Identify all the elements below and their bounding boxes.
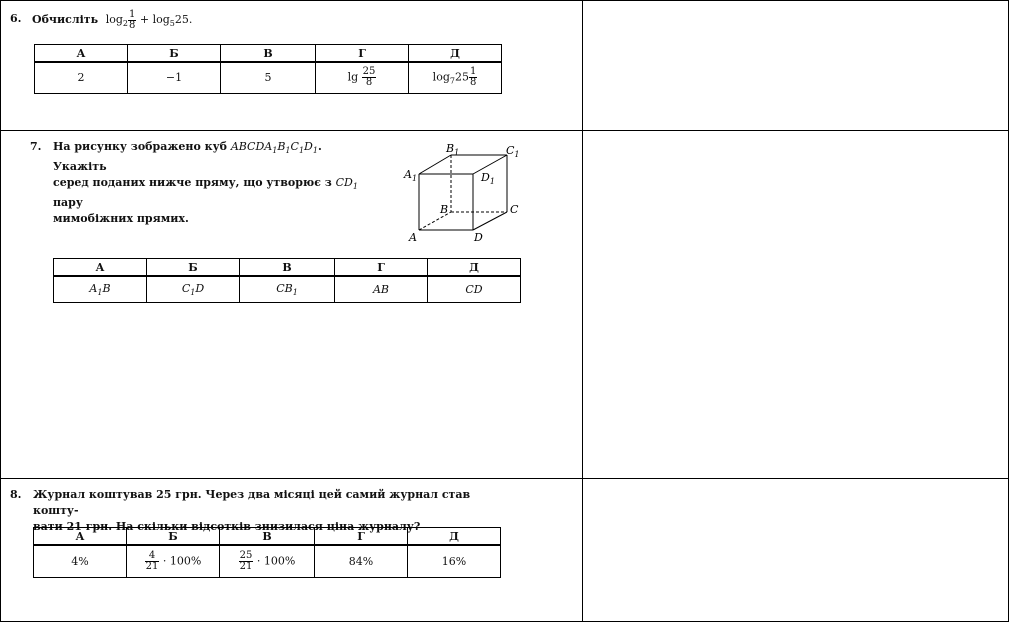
- option-c: $CB_1$: [240, 276, 335, 302]
- option-header-c: В: [240, 259, 335, 277]
- log-argument: 25.: [174, 13, 193, 26]
- vertex-label-d: D: [474, 231, 483, 244]
- option-header-c: В: [221, 45, 316, 63]
- option-header-b: Б: [147, 259, 240, 277]
- question-number: 6.: [10, 12, 22, 25]
- vertex-label-c: C: [510, 203, 519, 216]
- question-7-line-1: [53, 139, 375, 175]
- option-header-d: Г: [316, 45, 409, 63]
- denominator: 21: [145, 560, 159, 572]
- log-base: 2: [122, 19, 128, 29]
- denominator: 8: [365, 77, 373, 89]
- answer-7-cell[interactable]: [582, 130, 1009, 479]
- option-header-e: Д: [409, 45, 502, 63]
- denominator: 21: [239, 560, 253, 572]
- log-base: 7: [449, 76, 455, 86]
- option-a: 4%: [34, 545, 127, 577]
- log-fn: log: [105, 13, 123, 26]
- cube-diagram: [400, 140, 525, 248]
- vertex-label-d1: $D_1$: [481, 171, 495, 186]
- option-e: CD: [428, 276, 521, 302]
- edge-a1b1: [419, 155, 451, 174]
- lg-fn: lg: [347, 70, 359, 84]
- fraction: [145, 551, 160, 572]
- question-8-line-1: Журнал коштував 25 грн. Через два місяці цей самий журнал став кошту-: [33, 488, 471, 517]
- question-7-line-2: [53, 175, 375, 211]
- whole-part: 25: [454, 70, 469, 84]
- denominator: 8: [129, 19, 136, 31]
- option-b: $C_1D$: [147, 276, 240, 302]
- fraction: [469, 67, 477, 88]
- line-text: . Укажіть: [53, 140, 322, 174]
- fraction: [239, 551, 254, 572]
- numerator: 1: [129, 8, 136, 20]
- option-c: 5: [221, 62, 316, 93]
- answer-table-7: [53, 258, 521, 303]
- option-d: 84%: [315, 545, 408, 577]
- denominator: 8: [469, 77, 477, 89]
- numerator: 4: [145, 551, 160, 562]
- line-text: пару: [53, 196, 83, 210]
- question-number: 8.: [10, 488, 22, 501]
- line-text: На рисунку зображено куб: [53, 140, 227, 153]
- numerator: 1: [469, 66, 477, 78]
- edge-d1c1: [473, 155, 507, 174]
- option-c: [220, 545, 315, 577]
- option-header-d: Г: [315, 528, 408, 546]
- option-header-b: Б: [127, 528, 220, 546]
- edge-dc: [473, 212, 507, 230]
- question-7-line-3: мимобіжних прямих.: [53, 212, 189, 226]
- option-header-a: А: [54, 259, 147, 277]
- question-number: 7.: [30, 140, 42, 153]
- option-header-a: А: [34, 528, 127, 546]
- option-d: AB: [335, 276, 428, 302]
- numerator: 25: [239, 549, 253, 561]
- log-base: 5: [169, 19, 175, 29]
- log-fn: log: [432, 70, 450, 84]
- vertex-label-c1: $C_1$: [506, 144, 520, 159]
- answer-table-8: [33, 527, 501, 578]
- multiplier: · 100%: [256, 554, 296, 568]
- vertex-label-b: B: [440, 203, 449, 216]
- cube-name: $ABCDA_1B_1C_1D_1$: [230, 140, 318, 156]
- vertex-label-b1: $B_1$: [446, 142, 460, 157]
- fraction: [362, 67, 377, 88]
- math-expression: [105, 8, 193, 31]
- plus-sign: +: [139, 13, 150, 26]
- answer-6-cell[interactable]: [582, 0, 1009, 131]
- prompt-text: Обчисліть: [32, 13, 99, 26]
- option-header-b: Б: [128, 45, 221, 63]
- option-d: [316, 62, 409, 93]
- question-7-text: [53, 139, 375, 227]
- question-8-line-2: вати 21 грн. На скільки відсотків знизилася ціна журналу?: [33, 520, 421, 533]
- option-header-d: Г: [335, 259, 428, 277]
- numerator: 25: [362, 66, 376, 78]
- option-a: 2: [35, 62, 128, 93]
- log-fn: log: [152, 13, 170, 26]
- answer-8-cell[interactable]: [582, 478, 1009, 622]
- option-header-c: В: [220, 528, 315, 546]
- option-b: [127, 545, 220, 577]
- vertex-label-a1: $A_1$: [404, 168, 418, 183]
- option-header-a: А: [35, 45, 128, 63]
- option-header-e: Д: [428, 259, 521, 277]
- fraction: [128, 10, 136, 31]
- option-header-e: Д: [408, 528, 501, 546]
- option-a: $A_1B$: [54, 276, 147, 302]
- question-6-text: [32, 8, 192, 36]
- option-e: 16%: [408, 545, 501, 577]
- answer-table-6: [34, 44, 502, 94]
- option-b: −1: [128, 62, 221, 93]
- vertex-label-a: A: [409, 231, 417, 244]
- option-e: [409, 62, 502, 93]
- multiplier: · 100%: [162, 554, 202, 568]
- line-text: серед поданих нижче пряму, що утворює з: [53, 176, 332, 190]
- segment-name: $CD_1$: [335, 176, 358, 192]
